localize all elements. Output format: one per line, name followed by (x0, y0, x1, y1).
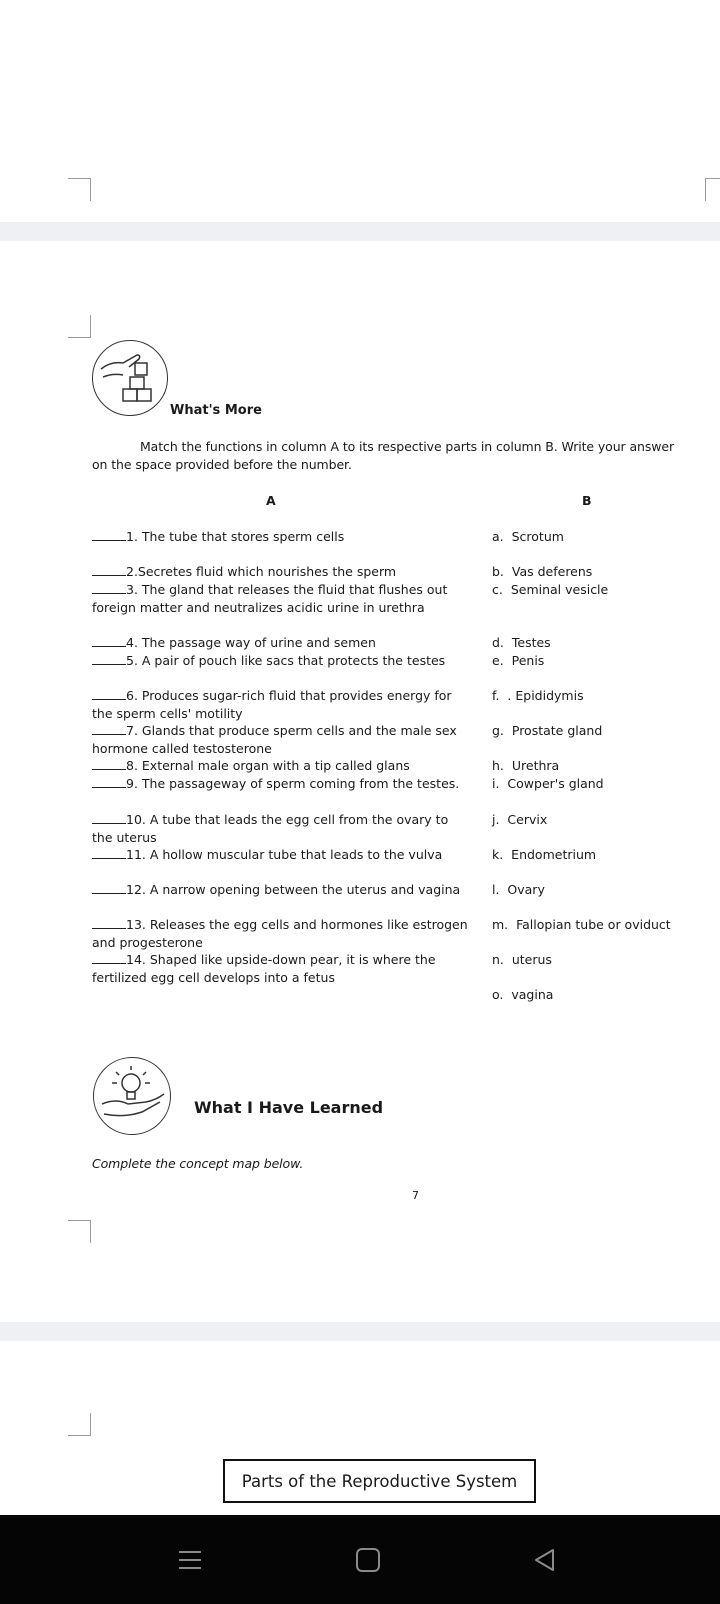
question-item-8: 8. External male organ with a tip called glans (92, 757, 472, 775)
home-icon[interactable] (338, 1515, 398, 1604)
answer-blank[interactable] (92, 848, 126, 859)
answer-blank[interactable] (92, 724, 126, 735)
option-o: o. vagina (492, 987, 554, 1002)
option-i: i. Cowper's gland (492, 776, 604, 791)
instructions-text: Match the functions in column A to its respective parts in column B. Write your answer on the space provided before the number. (92, 439, 675, 472)
option-a: a. Scrotum (492, 529, 564, 544)
option-n: n. uterus (492, 952, 552, 967)
crop-mark-top-right (705, 178, 720, 201)
question-item-3: 3. The gland that releases the fluid that flushes out foreign matter and neutralizes acidic urine in urethra (92, 582, 448, 615)
lightbulb-hand-icon (93, 1057, 171, 1135)
question-item-11: 11. A hollow muscular tube that leads to the vulva (92, 846, 472, 864)
answer-blank[interactable] (92, 953, 126, 964)
question-item-13: 13. Releases the egg cells and hormones like estrogen and progesterone (92, 917, 468, 950)
question-item-2: 2.Secretes fluid which nourishes the sperm (92, 563, 472, 581)
option-e: e. Penis (492, 653, 545, 668)
answer-blank[interactable] (92, 759, 126, 770)
question-item-7: 7. Glands that produce sperm cells and the male sex hormone called testosterone (92, 723, 457, 756)
menu-icon[interactable] (160, 1515, 220, 1604)
answer-blank[interactable] (92, 565, 126, 576)
option-d: d. Testes (492, 635, 551, 650)
option-b: b. Vas deferens (492, 564, 593, 579)
question-item-1: 1. The tube that stores sperm cells (92, 528, 472, 546)
answer-blank[interactable] (92, 689, 126, 700)
option-f: f. . Epididymis (492, 688, 584, 703)
page-gap (0, 1322, 720, 1341)
section-title-what-i-have-learned: What I Have Learned (194, 1098, 384, 1117)
concept-map-instruction: Complete the concept map below. (92, 1156, 304, 1171)
option-c: c. Seminal vesicle (492, 582, 609, 597)
crop-mark-page-top (68, 315, 91, 338)
answer-blank[interactable] (92, 883, 126, 894)
section-title-whats-more: What's More (170, 403, 262, 418)
option-m: m. Fallopian tube or oviduct (492, 917, 671, 932)
answer-blank[interactable] (92, 918, 126, 929)
question-item-12: 12. A narrow opening between the uterus and vagina (92, 881, 472, 899)
blocks-hand-icon (92, 340, 168, 416)
back-icon[interactable] (514, 1515, 574, 1604)
crop-mark-page-bottom (68, 1220, 91, 1243)
answer-blank[interactable] (92, 530, 126, 541)
option-l: l. Ovary (492, 882, 545, 897)
answer-blank[interactable] (92, 654, 126, 665)
concept-map-title (223, 1459, 536, 1503)
column-b-header: B (582, 493, 592, 508)
question-item-10: 10. A tube that leads the egg cell from the ovary to the uterus (92, 812, 449, 845)
answer-blank[interactable] (92, 813, 126, 824)
answer-blank[interactable] (92, 777, 126, 788)
question-item-9: 9. The passageway of sperm coming from the testes. (92, 775, 472, 793)
option-j: j. Cervix (492, 812, 548, 827)
crop-mark-top-left (68, 178, 91, 201)
question-item-4: 4. The passage way of urine and semen (92, 634, 472, 652)
page-number: 7 (412, 1189, 419, 1202)
question-item-6: 6. Produces sugar-rich fluid that provides energy for the sperm cells' motility (92, 688, 452, 721)
answer-blank[interactable] (92, 583, 126, 594)
instructions (92, 438, 688, 473)
option-g: g. Prostate gland (492, 723, 603, 738)
option-h: h. Urethra (492, 758, 560, 773)
column-a-header: A (266, 493, 276, 508)
crop-mark-next-page-top (68, 1413, 91, 1436)
navigation-bar (0, 1515, 720, 1604)
concept-map-title-text: Parts of the Reproductive System (241, 1471, 518, 1491)
page-gap (0, 222, 720, 241)
option-k: k. Endometrium (492, 847, 597, 862)
answer-blank[interactable] (92, 636, 126, 647)
question-item-5: 5. A pair of pouch like sacs that protects the testes (92, 652, 472, 670)
question-item-14: 14. Shaped like upside-down pear, it is where the fertilized egg cell develops into a fetus (92, 952, 436, 985)
